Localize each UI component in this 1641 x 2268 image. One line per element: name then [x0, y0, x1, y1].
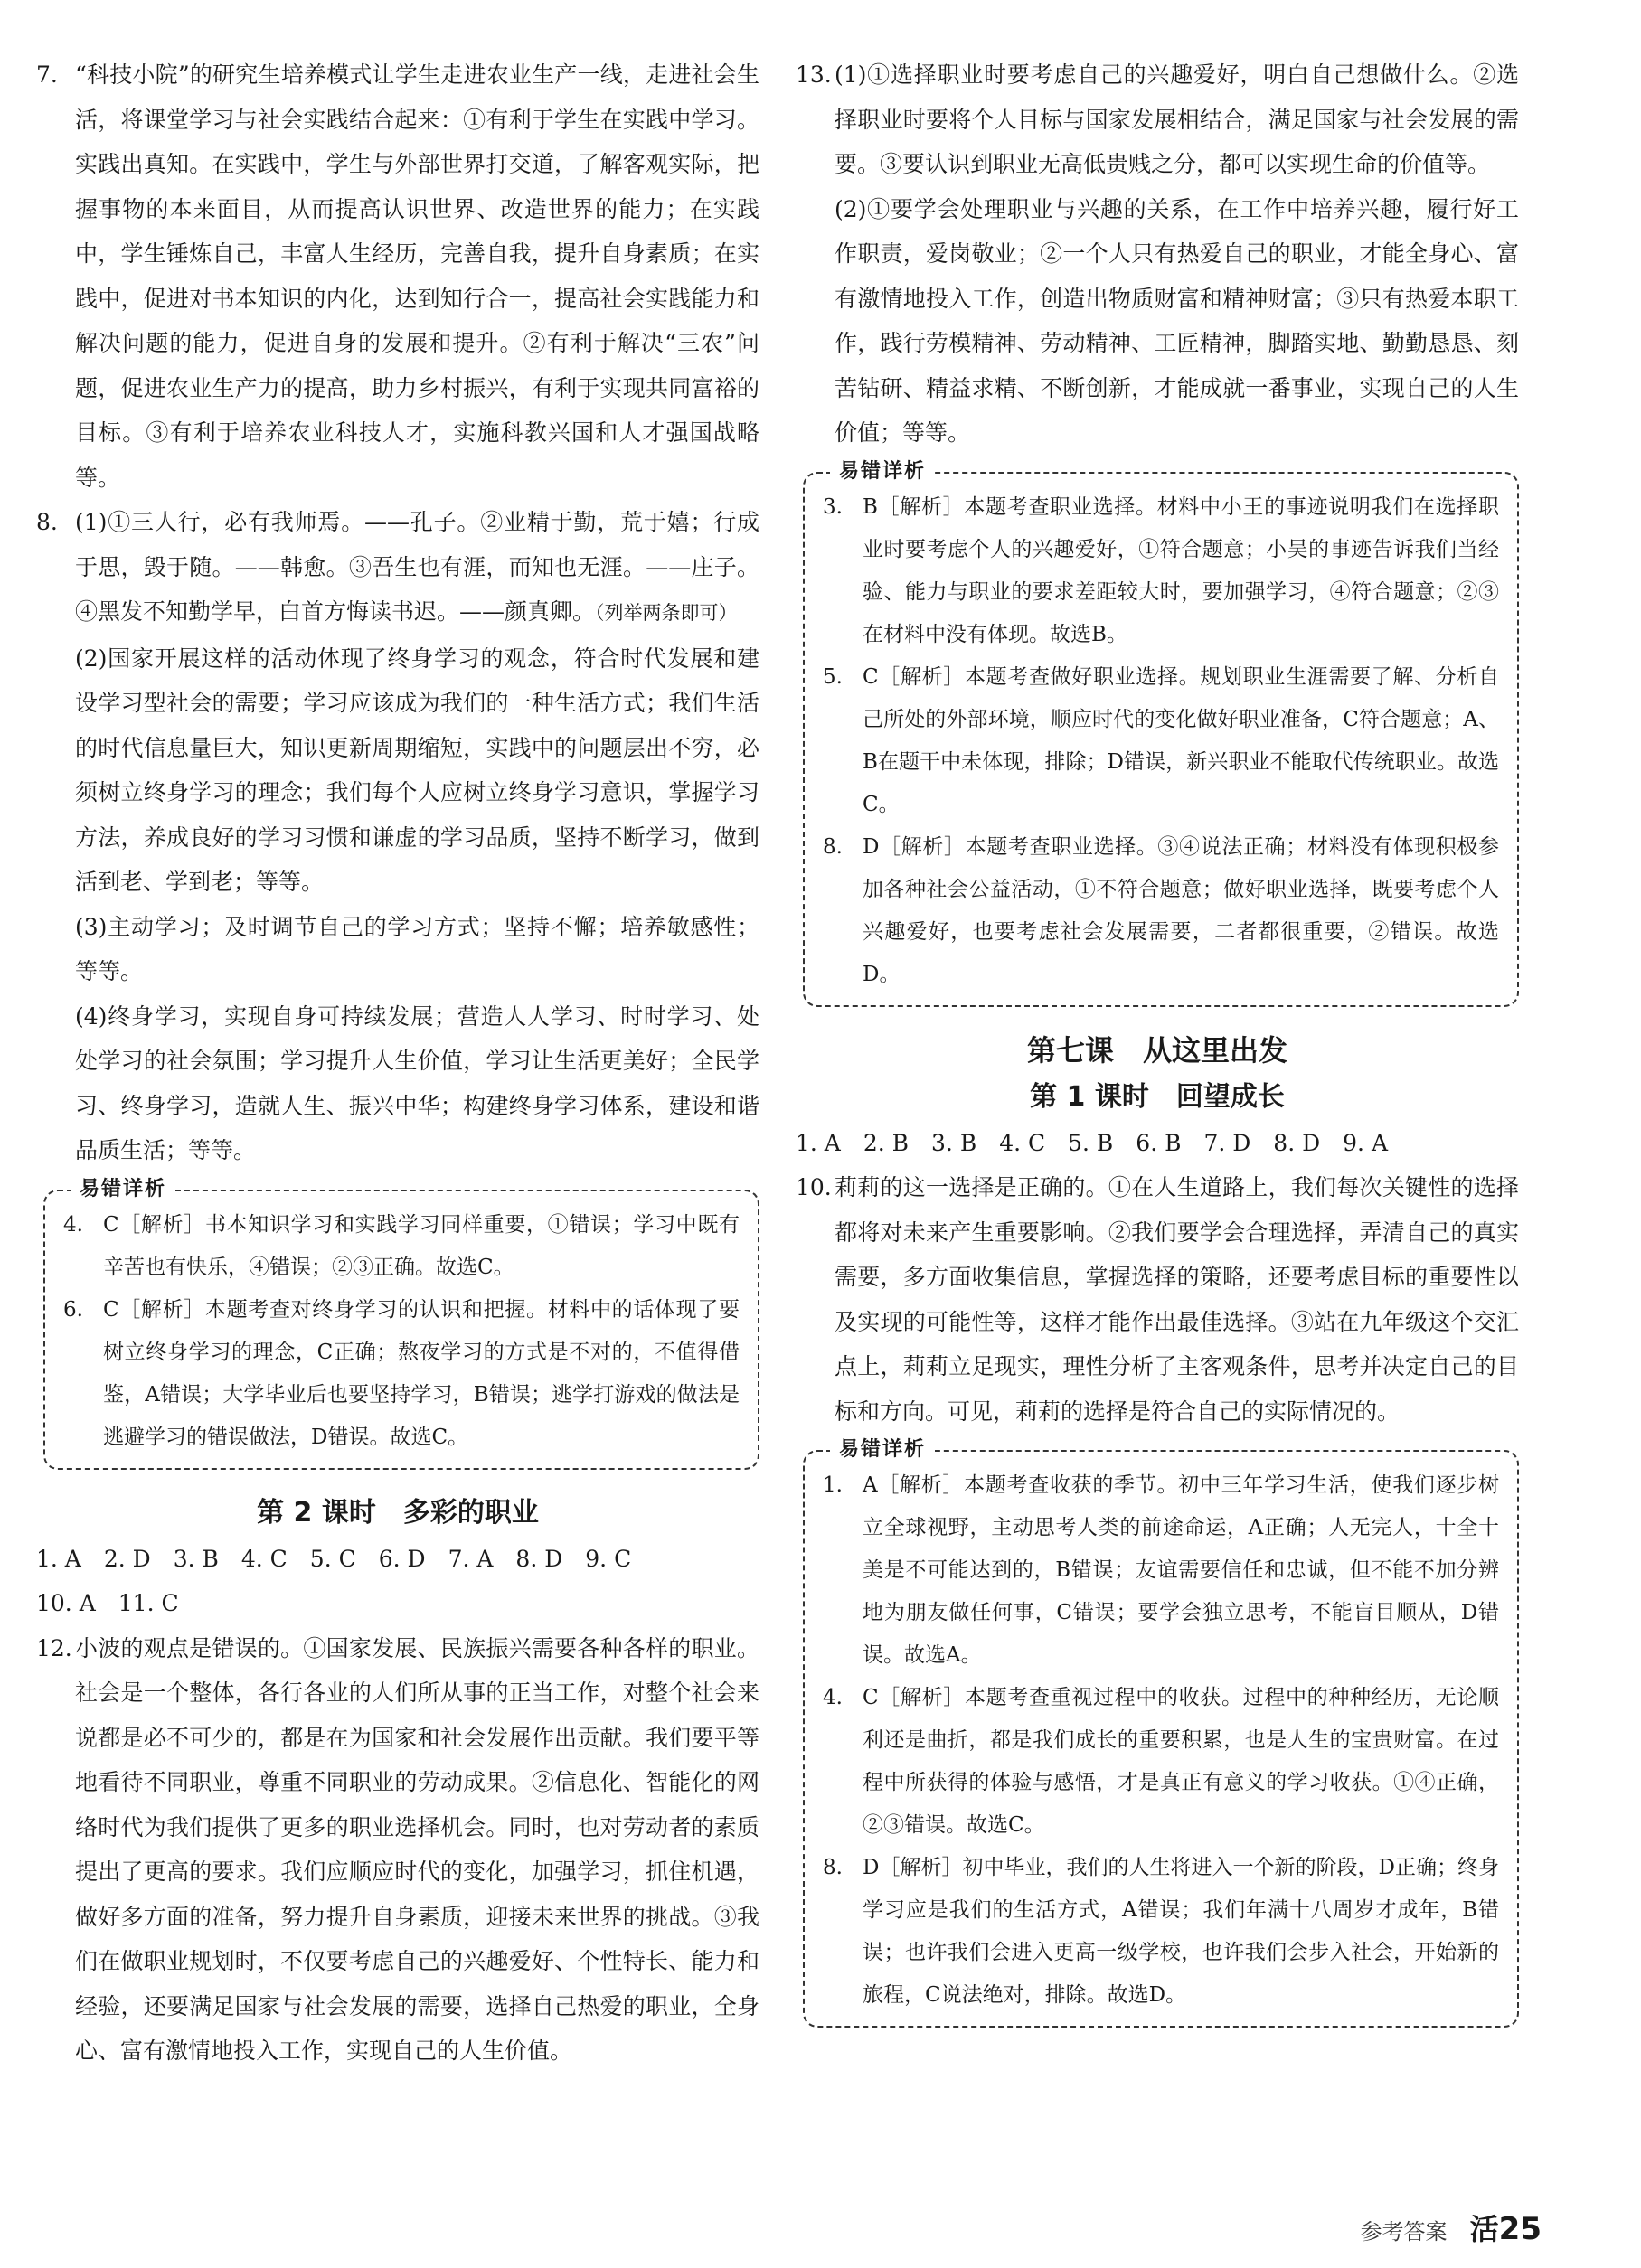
item-text: 本题考查重视过程中的收获。过程中的种种经历，无论顺利还是曲折，都是我们成长的重要积累，也是人生的宝贵财富。在过程中所获得的体验与感悟，才是真正有意义的学习收获。①④正确，②③错误。故选C。: [863, 1686, 1500, 1837]
left-column: [36, 52, 759, 2074]
analysis-tag: ［解析］: [879, 1856, 963, 1879]
answer-q8: [36, 500, 759, 1173]
footer-label: 参考答案: [1360, 2219, 1448, 2244]
analysis-item: [823, 656, 1499, 826]
answer-part-2: (2)国家开展这样的活动体现了终身学习的观念，符合时代发展和建设学习型社会的需要；学习应该成为我们的一种生活方式；我们生活的时代信息量巨大，知识更新周期缩短，实践中的问题层出不穷，必须树立终身学习的理念；我们每个人应树立终身学习意识，掌握学习方法，养成良好的学习习惯和谦虚的学习品质，坚持不断学习，做到活到老、学到老；等等。: [75, 645, 759, 895]
question-number: 10.: [796, 1174, 832, 1200]
analysis-tag: ［解析］: [118, 1212, 205, 1237]
question-number: 13.: [796, 61, 832, 88]
answer-part-4: (4)终身学习，实现自身可持续发展；营造人人学习、时时学习、处处学习的社会氛围；学习提升人生价值，学习让生活更美好；全民学习、终身学习，造就人生、振兴中华；构建终身学习体系，建设和谐品质生活；等等。: [75, 1002, 759, 1163]
analysis-item: [823, 826, 1499, 996]
item-answer: C: [103, 1212, 119, 1237]
item-text: 本题考查做好职业选择。规划职业生涯需要了解、分析自己所处的外部环境，顺应时代的变化做好职业准备，C符合题意；A、B在题干中未体现，排除；D错误，新兴职业不能取代传统职业。故选C。: [863, 664, 1500, 816]
error-analysis-box: [43, 1177, 759, 1470]
item-text: 书本知识学习和实践学习同样重要，①错误；学习中既有辛苦也有快乐，④错误；②③正确。故选C。: [103, 1212, 740, 1279]
item-number: 4.: [823, 1686, 843, 1709]
analysis-item: [63, 1289, 740, 1459]
analysis-tag: ［解析］: [878, 1686, 965, 1709]
analysis-tag: ［解析］: [879, 834, 966, 859]
item-answer: C: [863, 1686, 879, 1709]
unit-title: 第七课 从这里出发: [1026, 1032, 1287, 1068]
analysis-item: [823, 1677, 1499, 1847]
analysis-tag: ［解析］: [877, 494, 965, 519]
answer-q12: [36, 1626, 759, 2074]
analysis-item: [823, 1464, 1499, 1677]
box-title: 易错详析: [830, 1434, 935, 1462]
question-number: 8.: [36, 509, 58, 535]
answer-part-2: (2)①要学会处理职业与兴趣的关系，在工作中培养兴趣，履行好工作职责，爱岗敬业；②一个人只有热爱自己的职业，才能全身心、富有激情地投入工作，创造出物质财富和精神财富；③只有热爱本职工作，践行劳模精神、劳动精神、工匠精神，脚踏实地、勤勤恳恳、刻苦钻研、精益求精、不断创新，才能成就一番事业，实现自己的人生价值；等等。: [835, 195, 1519, 446]
item-text: 本题考查职业选择。材料中小王的事迹说明我们在选择职业时要考虑个人的兴趣爱好，①符合题意；小吴的事迹告诉我们当经验、能力与职业的要求差距较大时，要加强学习，④符合题意；②③在材料中没有体现。故选B。: [863, 494, 1500, 646]
answer-q13: [796, 52, 1519, 456]
analysis-tag: ［解析］: [118, 1297, 205, 1322]
lesson-2-title: 第 2 课时 多彩的职业: [257, 1496, 539, 1529]
item-text: 本题考查收获的季节。初中三年学习生活，使我们逐步树立全球视野，主动思考人类的前途命运，A正确；人无完人，十全十美是不可能达到的，B错误；友谊需要信任和忠诚，但不能不加分辨地为朋友做任何事，C错误；要学会独立思考，不能盲目顺从，D错误。故选A。: [863, 1473, 1500, 1667]
answer-part-1: (1)①三人行，必有我师焉。——孔子。②业精于勤，荒于嬉；行成于思，毁于随。——韩愈。③吾生也有涯，而知也无涯。——庄子。④黑发不知勤学早，白首方悔读书迟。——颜真卿。: [75, 509, 759, 625]
question-number: 7.: [36, 61, 58, 88]
analysis-item: [823, 486, 1499, 656]
error-analysis-box: [803, 459, 1519, 1007]
item-number: 8.: [823, 1856, 843, 1879]
box-title: 易错详析: [71, 1173, 175, 1201]
mc-answers-row: 1. A 2. B 3. B 4. C 5. B 6. B 7. D 8. D 9. A: [796, 1129, 1389, 1156]
right-column: [796, 52, 1519, 2047]
item-number: 8.: [823, 834, 843, 859]
item-text: 本题考查对终身学习的认识和把握。材料中的话体现了要树立终身学习的理念，C正确；熬夜学习的方式是不对的，不值得借鉴，A错误；大学毕业后也要坚持学习，B错误；逃学打游戏的做法是逃避学习的错误做法，D错误。故选C。: [103, 1297, 740, 1449]
item-number: 6.: [63, 1297, 83, 1322]
answer-text: “科技小院”的研究生培养模式让学生走进农业生产一线，走进社会生活，将课堂学习与社会实践结合起来：①有利于学生在实践中学习。实践出真知。在实践中，学生与外部世界打交道，了解客观实际，把握事物的本来面目，从而提高认识世界、改造世界的能力；在实践中，学生锤炼自己，丰富人生经历，完善自我，提升自身素质；在实践中，促进对书本知识的内化，达到知行合一，提高社会实践能力和解决问题的能力，促进自身的发展和提升。②有利于解决“三农”问题，促进农业生产力的提高，助力乡村振兴，有利于实现共同富裕的目标。③有利于培养农业科技人才，实施科教兴国和人才强国战略等。: [75, 61, 759, 491]
answer-part-1: (1)①选择职业时要考虑自己的兴趣爱好，明白自己想做什么。②选择职业时要将个人目标与国家发展相结合，满足国家与社会发展的需要。③要认识到职业无高低贵贱之分，都可以实现生命的价值等。: [835, 61, 1519, 177]
answer-text: 小波的观点是错误的。①国家发展、民族振兴需要各种各样的职业。社会是一个整体，各行各业的人们所从事的正当工作，对整个社会来说都是必不可少的，都是在为国家和社会发展作出贡献。我们要平等地看待不同职业，尊重不同职业的劳动成果。②信息化、智能化的网络时代为我们提供了更多的职业选择机会。同时，也对劳动者的素质提出了更高的要求。我们应顺应时代的变化，加强学习，抓住机遇，做好多方面的准备，努力提升自身素质，迎接未来世界的挑战。③我们在做职业规划时，不仅要考虑自己的兴趣爱好、个性特长、能力和经验，还要满足国家与社会发展的需要，选择自己热爱的职业，全身心、富有激情地投入工作，实现自己的人生价值。: [75, 1634, 759, 2064]
mc-answers-row-1: 1. A 2. D 3. B 4. C 5. C 6. D 7. A 8. D 9. C: [36, 1545, 632, 1572]
lesson-1-title: 第 1 课时 回望成长: [1030, 1080, 1285, 1113]
analysis-tag: ［解析］: [877, 1473, 965, 1497]
item-number: 3.: [823, 494, 843, 519]
error-analysis-box: [803, 1438, 1519, 2028]
item-text: 本题考查职业选择。③④说法正确；材料没有体现积极参加各种社会公益活动，①不符合题意；做好职业选择，既要考虑个人兴趣爱好，也要考虑社会发展需要，二者都很重要，②错误。故选D。: [863, 834, 1500, 986]
item-answer: B: [863, 494, 878, 519]
analysis-item: [63, 1204, 740, 1289]
page-footer: [1361, 2207, 1542, 2248]
item-answer: C: [103, 1297, 119, 1322]
answer-q10: [796, 1165, 1519, 1434]
item-answer: D: [863, 834, 880, 859]
item-answer: D: [863, 1856, 880, 1879]
item-answer: A: [863, 1473, 878, 1497]
footer-logo-char: 活: [1469, 2212, 1499, 2246]
page-number: 25: [1498, 2211, 1542, 2247]
item-number: 4.: [63, 1212, 83, 1237]
item-answer: C: [863, 664, 879, 689]
answer-text: 莉莉的这一选择是正确的。①在人生道路上，我们每次关键性的选择都将对未来产生重要影响。②我们要学会合理选择，弄清自己的真实需要，多方面收集信息，掌握选择的策略，还要考虑目标的重要性以及实现的可能性等，这样才能作出最佳选择。③站在九年级这个交汇点上，莉莉立足现实，理性分析了主客观条件，思考并决定自己的目标和方向。可见，莉莉的选择是符合自己的实际情况的。: [835, 1174, 1519, 1425]
analysis-tag: ［解析］: [878, 664, 965, 689]
question-number: 12.: [36, 1634, 72, 1661]
answer-note: （列举两条即可）: [595, 602, 738, 624]
item-number: 5.: [823, 664, 843, 689]
analysis-item: [823, 1847, 1499, 2017]
item-text: 初中毕业，我们的人生将进入一个新的阶段，D正确；终身学习应是我们的生活方式，A错误；我们年满十八周岁才成年，B错误；也许我们会进入更高一级学校，也许我们会步入社会，开始新的旅程，C说法绝对，排除。故选D。: [863, 1856, 1499, 2007]
mc-answers-row-2: 10. A 11. C: [36, 1590, 179, 1616]
answer-part-3: (3)主动学习；及时调节自己的学习方式；坚持不懈；培养敏感性；等等。: [75, 913, 759, 984]
answer-q7: [36, 52, 759, 500]
box-title: 易错详析: [830, 456, 935, 484]
item-number: 1.: [823, 1473, 843, 1497]
